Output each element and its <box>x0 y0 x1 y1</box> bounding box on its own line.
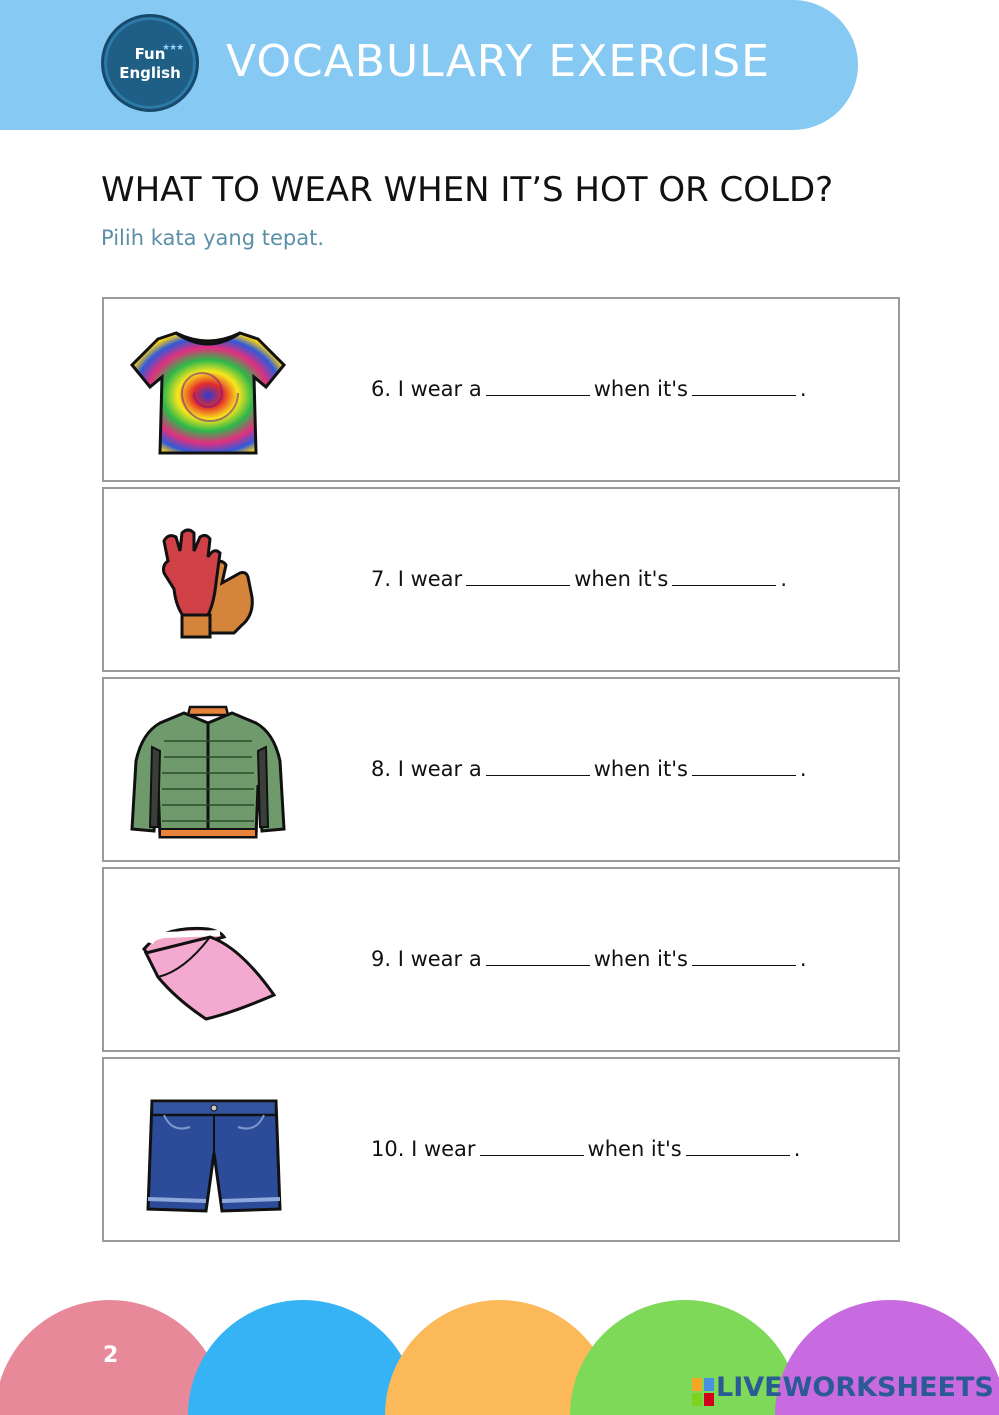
sentence-prefix: 6. I wear a <box>371 377 482 401</box>
sentence-suffix: . <box>780 567 788 591</box>
gloves-icon <box>124 511 294 651</box>
answer-blank-clothing[interactable] <box>486 758 590 776</box>
stars-icon: ★★★ <box>162 43 184 53</box>
sentence-prefix: 8. I wear a <box>371 757 482 781</box>
logo-text-fun: Fun <box>134 45 166 63</box>
sentence-suffix: . <box>793 1137 801 1161</box>
answer-blank-clothing[interactable] <box>466 568 570 586</box>
sentence-middle: when it's <box>593 757 688 781</box>
denim-shorts-icon <box>124 1081 294 1221</box>
fun-english-logo <box>101 14 199 112</box>
exercise-row <box>102 1057 900 1242</box>
sentence-10 <box>371 1137 800 1161</box>
liveworksheets-text: LIVEWORKSHEETS <box>716 1372 994 1403</box>
sentence-suffix: . <box>799 947 807 971</box>
exercise-row <box>102 677 900 862</box>
liveworksheets-badge-icon <box>692 1378 714 1406</box>
sentence-middle: when it's <box>593 377 688 401</box>
answer-blank-weather[interactable] <box>672 568 776 586</box>
answer-blank-weather[interactable] <box>692 758 796 776</box>
tie-dye-tshirt-icon <box>124 321 294 461</box>
footer-circle-blue <box>188 1300 418 1415</box>
visor-cap-icon <box>124 891 294 1031</box>
sentence-prefix: 7. I wear <box>371 567 463 591</box>
page-number: 2 <box>103 1343 119 1368</box>
sentence-middle: when it's <box>593 947 688 971</box>
instruction-text: Pilih kata yang tepat. <box>101 226 325 250</box>
sentence-middle: when it's <box>574 567 669 591</box>
answer-blank-clothing[interactable] <box>480 1138 584 1156</box>
sentence-suffix: . <box>799 377 807 401</box>
answer-blank-weather[interactable] <box>692 948 796 966</box>
answer-blank-clothing[interactable] <box>486 948 590 966</box>
exercise-row <box>102 297 900 482</box>
exercise-row <box>102 867 900 1052</box>
sentence-prefix: 9. I wear a <box>371 947 482 971</box>
answer-blank-weather[interactable] <box>692 378 796 396</box>
header-title: VOCABULARY EXERCISE <box>226 36 770 87</box>
logo-text-english: English <box>119 64 181 82</box>
sentence-suffix: . <box>799 757 807 781</box>
page-title: WHAT TO WEAR WHEN IT’S HOT OR COLD? <box>101 170 834 210</box>
sentence-middle: when it's <box>587 1137 682 1161</box>
answer-blank-weather[interactable] <box>686 1138 790 1156</box>
liveworksheets-logo[interactable] <box>692 1372 994 1406</box>
sentence-9 <box>371 947 807 971</box>
sentence-7 <box>371 567 787 591</box>
exercise-row <box>102 487 900 672</box>
jacket-icon <box>124 701 294 841</box>
answer-blank-clothing[interactable] <box>486 378 590 396</box>
sentence-prefix: 10. I wear <box>371 1137 476 1161</box>
sentence-8 <box>371 757 807 781</box>
sentence-6 <box>371 377 807 401</box>
